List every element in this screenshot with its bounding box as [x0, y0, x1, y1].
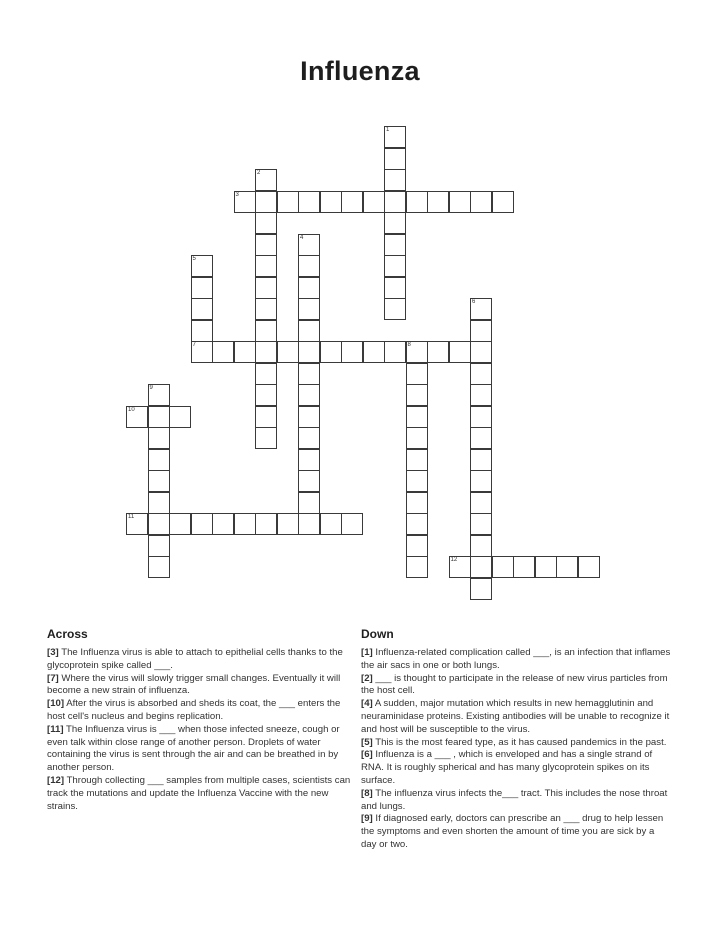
- across-clues-section: [47, 627, 357, 813]
- clue-text: Influenza-related complication called ___, is an infection that inflames the air sacs in one or both lungs.: [361, 647, 671, 671]
- grid-cell[interactable]: [384, 341, 406, 363]
- grid-cell[interactable]: [406, 470, 428, 492]
- puzzle-title: Influenza: [300, 56, 420, 86]
- grid-cell[interactable]: [148, 470, 170, 492]
- down-clue: [361, 737, 671, 750]
- clue-number: [4]: [361, 698, 373, 710]
- across-clue: [47, 775, 357, 813]
- grid-cell[interactable]: [363, 341, 385, 363]
- grid-cell[interactable]: [320, 341, 342, 363]
- grid-cell[interactable]: [427, 191, 449, 213]
- grid-cell[interactable]: [470, 449, 492, 471]
- grid-cell[interactable]: [427, 341, 449, 363]
- clue-text: Through collecting ___ samples from multiple cases, scientists can track the mutations and update the Influenza Vaccine with the new strains.: [47, 774, 351, 812]
- clue-text: The Influenza virus is able to attach to epithelial cells thanks to the glycoprotein spike called ___.: [47, 647, 343, 671]
- grid-cell[interactable]: [406, 363, 428, 385]
- grid-cell[interactable]: [191, 277, 213, 299]
- grid-cell[interactable]: [384, 126, 406, 148]
- grid-cell[interactable]: [384, 212, 406, 234]
- grid-cell[interactable]: [234, 513, 256, 535]
- grid-cell[interactable]: [298, 277, 320, 299]
- down-clue: [361, 813, 671, 851]
- grid-cell[interactable]: [255, 406, 277, 428]
- grid-cell[interactable]: [255, 212, 277, 234]
- grid-cell[interactable]: [470, 556, 492, 578]
- grid-cell[interactable]: [298, 513, 320, 535]
- grid-cell[interactable]: [298, 320, 320, 342]
- cell-clue-number: 3: [235, 191, 239, 198]
- down-clue: [361, 647, 671, 673]
- grid-cell[interactable]: [406, 556, 428, 578]
- cell-clue-number: 4: [300, 234, 304, 241]
- grid-cell[interactable]: [406, 384, 428, 406]
- grid-cell[interactable]: [255, 169, 277, 191]
- grid-cell[interactable]: [298, 255, 320, 277]
- grid-cell[interactable]: [148, 384, 170, 406]
- grid-cell[interactable]: [234, 341, 256, 363]
- across-clue: [47, 673, 357, 699]
- grid-cell[interactable]: [449, 191, 471, 213]
- cell-clue-number: 8: [407, 342, 411, 348]
- grid-cell[interactable]: [513, 556, 535, 578]
- grid-cell[interactable]: [148, 535, 170, 557]
- grid-cell[interactable]: [298, 341, 320, 363]
- grid-cell[interactable]: [298, 191, 320, 213]
- clue-number: [5]: [361, 736, 373, 748]
- grid-cell[interactable]: [470, 578, 492, 600]
- grid-cell[interactable]: [212, 341, 234, 363]
- grid-cell[interactable]: [191, 513, 213, 535]
- across-clue: [47, 647, 357, 673]
- grid-cell[interactable]: [169, 406, 191, 428]
- grid-cell[interactable]: [470, 191, 492, 213]
- grid-cell[interactable]: [255, 427, 277, 449]
- grid-cell[interactable]: [255, 234, 277, 256]
- grid-cell[interactable]: [169, 513, 191, 535]
- grid-cell[interactable]: [406, 406, 428, 428]
- grid-cell[interactable]: [470, 406, 492, 428]
- down-clues-section: [361, 627, 671, 852]
- cell-clue-number: 9: [149, 385, 153, 391]
- grid-cell[interactable]: [148, 513, 170, 535]
- grid-cell[interactable]: [255, 298, 277, 320]
- grid-cell[interactable]: [470, 470, 492, 492]
- clue-number: [1]: [361, 647, 373, 658]
- down-heading: Down: [361, 627, 394, 641]
- grid-cell[interactable]: [320, 513, 342, 535]
- grid-cell[interactable]: [470, 535, 492, 557]
- grid-cell[interactable]: [255, 320, 277, 342]
- grid-cell[interactable]: [298, 363, 320, 385]
- cell-clue-number: 7: [192, 342, 196, 348]
- grid-cell[interactable]: [234, 191, 256, 213]
- across-clue-list: [47, 647, 357, 813]
- clue-number: [2]: [361, 672, 373, 684]
- grid-cell[interactable]: [406, 449, 428, 471]
- grid-cell[interactable]: [556, 556, 578, 578]
- clue-text: The influenza virus infects the___ tract. This includes the nose throat and lungs.: [361, 787, 668, 812]
- grid-cell[interactable]: [341, 341, 363, 363]
- grid-cell[interactable]: [255, 277, 277, 299]
- grid-cell[interactable]: [255, 191, 277, 213]
- across-clue: [47, 698, 357, 724]
- clue-text: Where the virus will slowly trigger small changes. Eventually it will become a new strain of influenza.: [47, 672, 341, 697]
- grid-cell[interactable]: [470, 363, 492, 385]
- grid-cell[interactable]: [406, 513, 428, 535]
- down-clue: [361, 673, 671, 699]
- grid-cell[interactable]: [298, 234, 320, 256]
- clue-text: If diagnosed early, doctors can prescribe an ___ drug to help lessen the symptoms and even shorten the amount of time you are sick by a day or two.: [361, 813, 664, 850]
- grid-cell[interactable]: [277, 513, 299, 535]
- grid-cell[interactable]: [470, 384, 492, 406]
- cell-clue-number: 2: [257, 170, 261, 176]
- grid-cell[interactable]: [148, 556, 170, 578]
- clue-text: A sudden, major mutation which results in new hemagglutinin and neuraminidase proteins. Existing antibodies will be unable to recognize it and host will be susceptible to the virus.: [361, 698, 670, 735]
- grid-cell[interactable]: [148, 492, 170, 514]
- clue-number: [11]: [47, 723, 64, 735]
- clue-number: [7]: [47, 672, 59, 684]
- grid-cell[interactable]: [449, 341, 471, 363]
- grid-cell[interactable]: [341, 191, 363, 213]
- grid-cell[interactable]: [277, 341, 299, 363]
- grid-cell[interactable]: [148, 449, 170, 471]
- grid-cell[interactable]: [255, 363, 277, 385]
- grid-cell[interactable]: [298, 298, 320, 320]
- grid-cell[interactable]: [298, 470, 320, 492]
- grid-cell[interactable]: [191, 255, 213, 277]
- grid-cell[interactable]: [384, 169, 406, 191]
- grid-cell[interactable]: [470, 298, 492, 320]
- grid-cell[interactable]: [255, 255, 277, 277]
- grid-cell[interactable]: [255, 384, 277, 406]
- grid-cell[interactable]: [298, 406, 320, 428]
- grid-cell[interactable]: [126, 513, 148, 535]
- grid-cell[interactable]: [470, 320, 492, 342]
- grid-cell[interactable]: [363, 191, 385, 213]
- grid-cell[interactable]: [148, 427, 170, 449]
- grid-cell[interactable]: [191, 320, 213, 342]
- grid-cell[interactable]: [126, 406, 148, 428]
- cell-clue-number: 12: [450, 557, 458, 563]
- grid-cell[interactable]: [406, 492, 428, 514]
- grid-cell[interactable]: [384, 148, 406, 170]
- grid-cell[interactable]: [492, 556, 514, 578]
- across-clue: [47, 724, 357, 775]
- cell-clue-number: 1: [386, 127, 390, 133]
- grid-cell[interactable]: [298, 427, 320, 449]
- grid-cell[interactable]: [255, 513, 277, 535]
- down-clue-list: [361, 647, 671, 852]
- across-heading: Across: [47, 627, 88, 641]
- grid-cell[interactable]: [148, 406, 170, 428]
- cell-clue-number: 6: [472, 299, 476, 305]
- grid-cell[interactable]: [298, 384, 320, 406]
- grid-cell[interactable]: [277, 191, 299, 213]
- grid-cell[interactable]: [341, 513, 363, 535]
- grid-cell[interactable]: [255, 341, 277, 363]
- clue-number: [3]: [47, 647, 59, 658]
- grid-cell[interactable]: [212, 513, 234, 535]
- grid-cell[interactable]: [384, 298, 406, 320]
- grid-cell[interactable]: [406, 191, 428, 213]
- grid-cell[interactable]: [470, 341, 492, 363]
- clue-number: [6]: [361, 749, 373, 761]
- grid-cell[interactable]: [191, 341, 213, 363]
- grid-cell[interactable]: [578, 556, 600, 578]
- grid-cell[interactable]: [492, 191, 514, 213]
- clue-text: The Influenza virus is ___ when those infected sneeze, cough or even talk within close range of another person. Droplets of water containing the virus is sent through the air and can be breathed in by another person.: [47, 723, 340, 774]
- grid-cell[interactable]: [535, 556, 557, 578]
- grid-cell[interactable]: [470, 513, 492, 535]
- grid-cell[interactable]: [191, 298, 213, 320]
- cell-clue-number: 11: [128, 514, 135, 520]
- clue-number: [9]: [361, 813, 373, 825]
- grid-cell[interactable]: [384, 191, 406, 213]
- clue-text: After the virus is absorbed and sheds its coat, the ___ enters the host cell's nucleus and begins replication.: [47, 698, 341, 722]
- grid-cell[interactable]: [298, 449, 320, 471]
- grid-cell[interactable]: [384, 255, 406, 277]
- down-clue: [361, 698, 671, 736]
- grid-cell[interactable]: [470, 492, 492, 514]
- clue-text: Influenza is a ___ , which is enveloped and has a single strand of RNA. It is roughly spherical and has many glycoprotein spikes on its surface.: [361, 749, 653, 786]
- grid-cell[interactable]: [298, 492, 320, 514]
- grid-cell[interactable]: [470, 427, 492, 449]
- grid-cell[interactable]: [384, 277, 406, 299]
- cell-clue-number: 5: [192, 256, 196, 262]
- grid-cell[interactable]: [406, 535, 428, 557]
- grid-cell[interactable]: [384, 234, 406, 256]
- clue-text: This is the most feared type, as it has caused pandemics in the past.: [375, 736, 667, 748]
- grid-cell[interactable]: [406, 427, 428, 449]
- clue-number: [8]: [361, 787, 373, 799]
- grid-cell[interactable]: [320, 191, 342, 213]
- clue-text: ___ is thought to participate in the release of new virus particles from the host cell.: [361, 672, 668, 697]
- down-clue: [361, 788, 671, 814]
- cell-clue-number: 10: [128, 406, 135, 413]
- clue-number: [12]: [47, 774, 65, 786]
- clue-number: [10]: [47, 698, 65, 710]
- grid-cell[interactable]: [406, 341, 428, 363]
- grid-cell[interactable]: [449, 556, 471, 578]
- down-clue: [361, 749, 671, 787]
